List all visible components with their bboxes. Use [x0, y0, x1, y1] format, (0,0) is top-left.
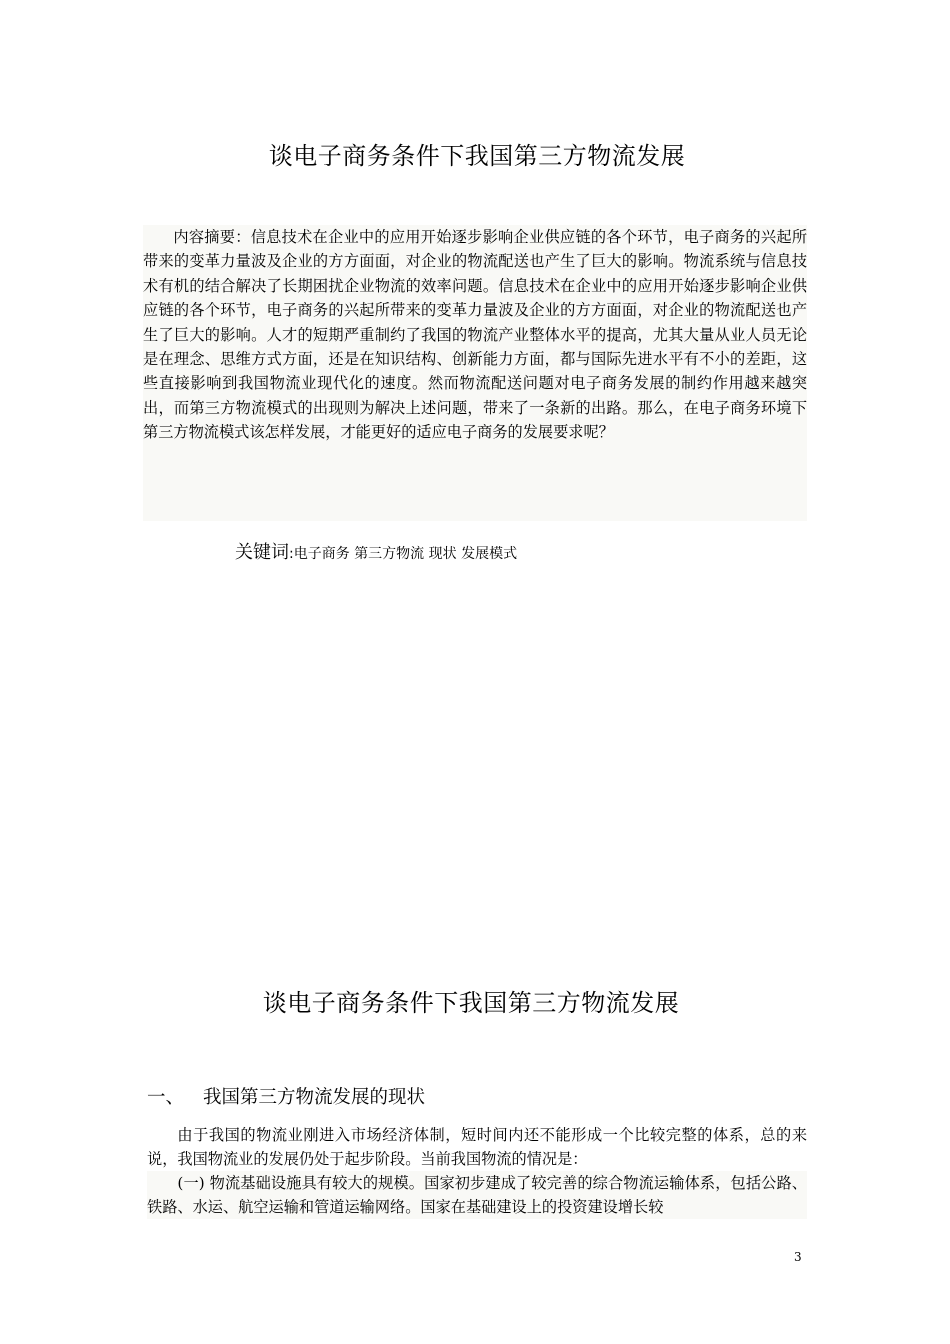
- section-body: [147, 1123, 807, 1219]
- section-title: 我国第三方物流发展的现状: [203, 1087, 426, 1108]
- keywords-label: 关键词: [235, 542, 289, 563]
- body-paragraph: 由于我国的物流业刚进入市场经济体制，短时间内还不能形成一个比较完整的体系，总的来说，我国物流业的发展仍处于起步阶段。当前我国物流的情况是：: [147, 1126, 807, 1168]
- keywords-separator: :: [289, 546, 294, 562]
- abstract-block: [143, 225, 807, 521]
- keywords-value: 电子商务 第三方物流 现状 发展模式: [293, 546, 518, 562]
- document-title-repeat: 谈电子商务条件下我国第三方物流发展: [262, 989, 680, 1017]
- document-title: 谈电子商务条件下我国第三方物流发展: [268, 142, 686, 170]
- body-paragraph-shaded: (一) 物流基础设施具有较大的规模。国家初步建成了较完善的综合物流运输体系，包括公路、铁路、水运、航空运输和管道运输网络。国家在基础建设上的投资建设增长较: [147, 1171, 807, 1219]
- keywords-line: [235, 538, 517, 564]
- section-heading: [147, 1083, 425, 1109]
- abstract-text: 内容摘要：信息技术在企业中的应用开始逐步影响企业供应链的各个环节，电子商务的兴起所带来的变革力量波及企业的方方面面，对企业的物流配送也产生了巨大的影响。物流系统与信息技术有机的结合解决了长期困扰企业物流的效率问题。信息技术在企业中的应用开始逐步影响企业供应链的各个环节，电子商务的兴起所带来的变革力量波及企业的方方面面，对企业的物流配送也产生了巨大的影响。人才的短期严重制约了我国的物流产业整体水平的提高，尤其大量从业人员无论是在理念、思维方式方面，还是在知识结构、创新能力方面，都与国际先进水平有不小的差距，这些直接影响到我国物流业现代化的速度。然而物流配送问题对电子商务发展的制约作用越来越突出，而第三方物流模式的出现则为解决上述问题，带来了一条新的出路。那么，在电子商务环境下第三方物流模式该怎样发展，才能更好的适应电子商务的发展要求呢？: [143, 228, 807, 442]
- page-number: 3: [794, 1250, 802, 1264]
- section-number: 一、: [147, 1087, 185, 1108]
